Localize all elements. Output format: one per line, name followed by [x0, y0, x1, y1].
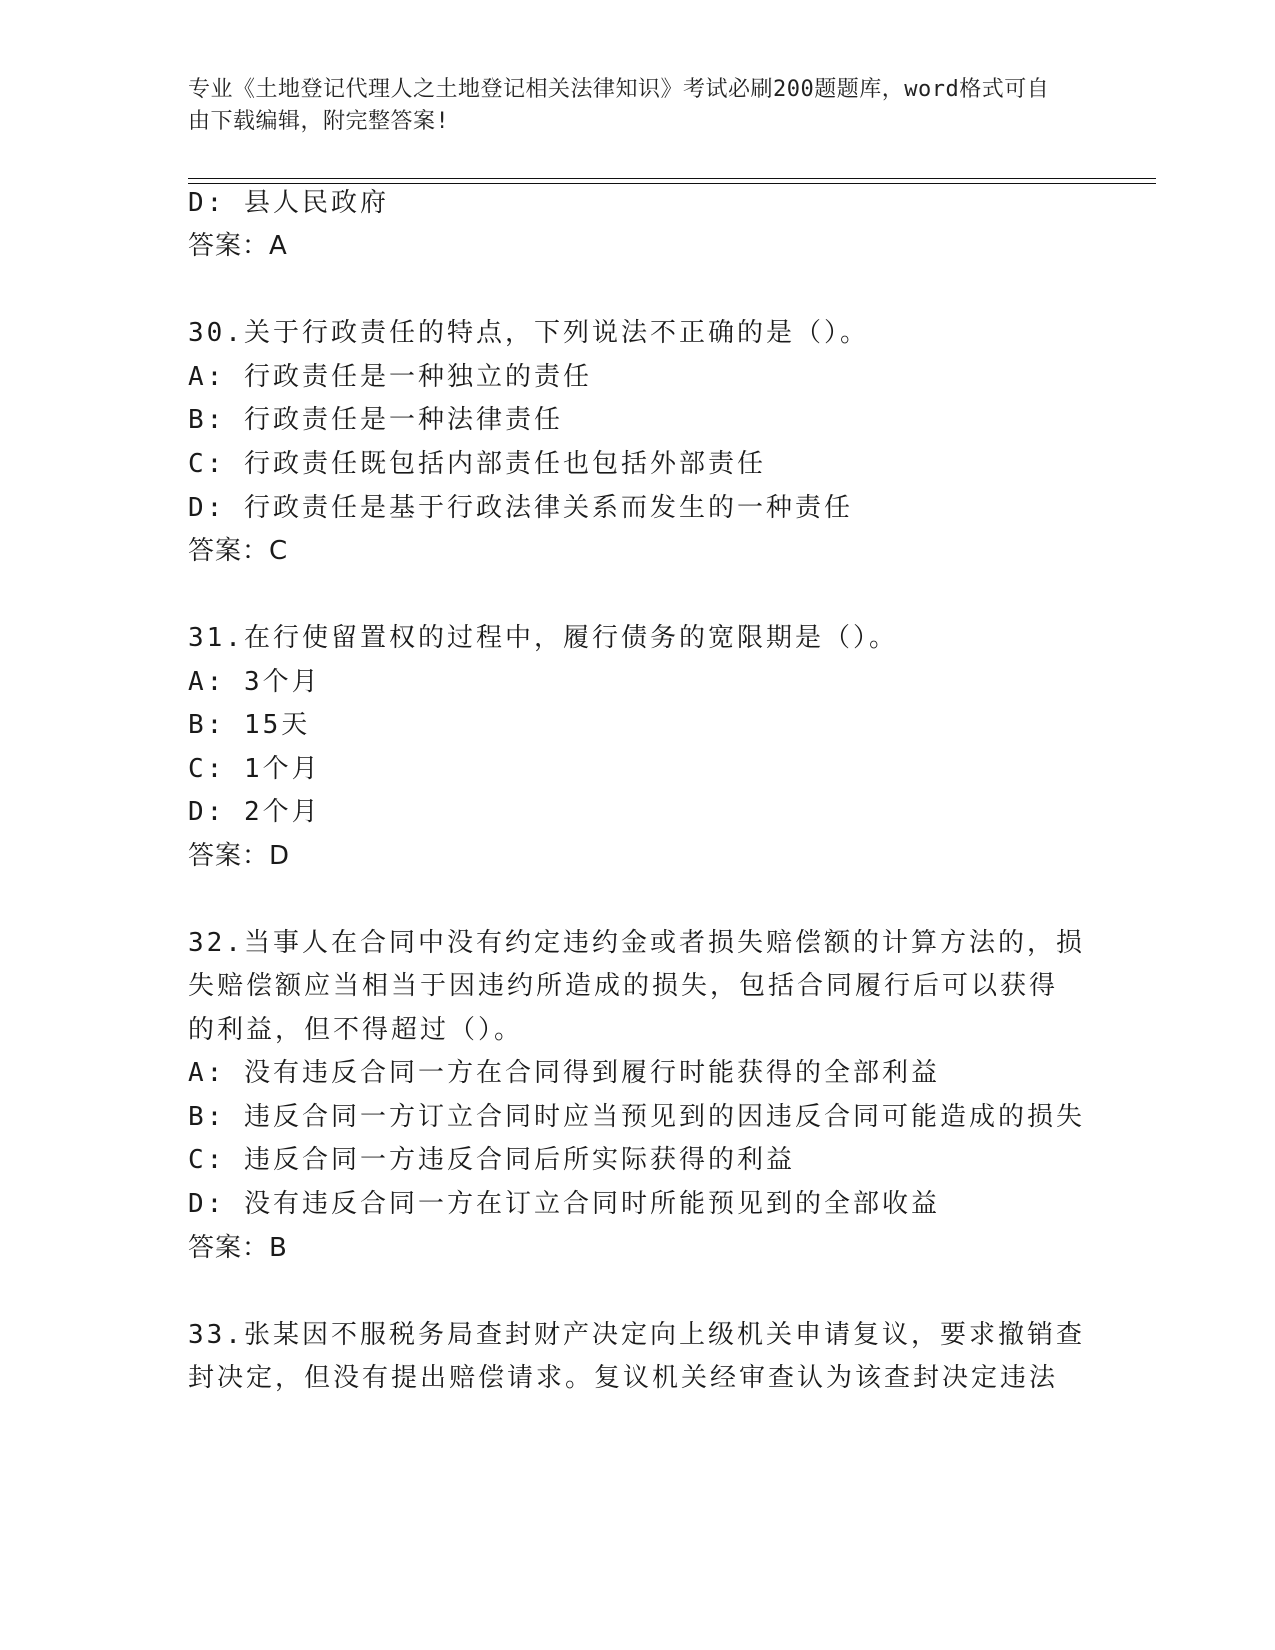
question-31-stem: 31.在行使留置权的过程中，履行债务的宽限期是（）。: [188, 623, 898, 653]
prev-answer: 答案：A: [188, 231, 288, 261]
question-31-answer: 答案：D: [188, 841, 291, 871]
question-32-option-a: A: 没有违反合同一方在合同得到履行时能获得的全部利益: [188, 1058, 940, 1088]
question-30-option-a: A: 行政责任是一种独立的责任: [188, 362, 592, 392]
question-30-option-c: C: 行政责任既包括内部责任也包括外部责任: [188, 449, 766, 479]
question-30-answer: 答案：C: [188, 536, 289, 566]
question-32-stem-line-1: 32.当事人在合同中没有约定违约金或者损失赔偿额的计算方法的，损: [188, 928, 1085, 958]
question-31-option-c: C: 1个月: [188, 754, 321, 784]
question-33-stem-line-1: 33.张某因不服税务局查封财产决定向上级机关申请复议，要求撤销查: [188, 1320, 1085, 1350]
document-header: 专业《土地登记代理人之土地登记相关法律知识》考试必刷200题题库，word格式可自由下载编辑，附完整答案!: [188, 77, 1050, 134]
question-32-option-c: C: 违反合同一方违反合同后所实际获得的利益: [188, 1145, 795, 1175]
question-30-stem: 30.关于行政责任的特点，下列说法不正确的是（）。: [188, 318, 869, 348]
header-divider-bottom: [188, 183, 1156, 184]
question-31-option-a: A: 3个月: [188, 667, 321, 697]
question-32-answer: 答案：B: [188, 1233, 288, 1263]
question-32-stem-line-2: 失赔偿额应当相当于因违约所造成的损失，包括合同履行后可以获得: [188, 971, 1059, 1001]
question-32-stem-line-3: 的利益，但不得超过（）。: [188, 1015, 524, 1045]
header-divider-top: [188, 178, 1156, 179]
question-31-option-b: B: 15天: [188, 710, 311, 740]
question-32-option-b: B: 违反合同一方订立合同时应当预见到的因违反合同可能造成的损失: [188, 1102, 1085, 1132]
question-30-option-d: D: 行政责任是基于行政法律关系而发生的一种责任: [188, 493, 853, 523]
question-32-option-d: D: 没有违反合同一方在订立合同时所能预见到的全部收益: [188, 1189, 940, 1219]
question-30-option-b: B: 行政责任是一种法律责任: [188, 405, 563, 435]
question-31-option-d: D: 2个月: [188, 797, 321, 827]
prev-option-d: D: 县人民政府: [188, 188, 389, 218]
question-33-stem-line-2: 封决定，但没有提出赔偿请求。复议机关经审查认为该查封决定违法: [188, 1363, 1059, 1393]
